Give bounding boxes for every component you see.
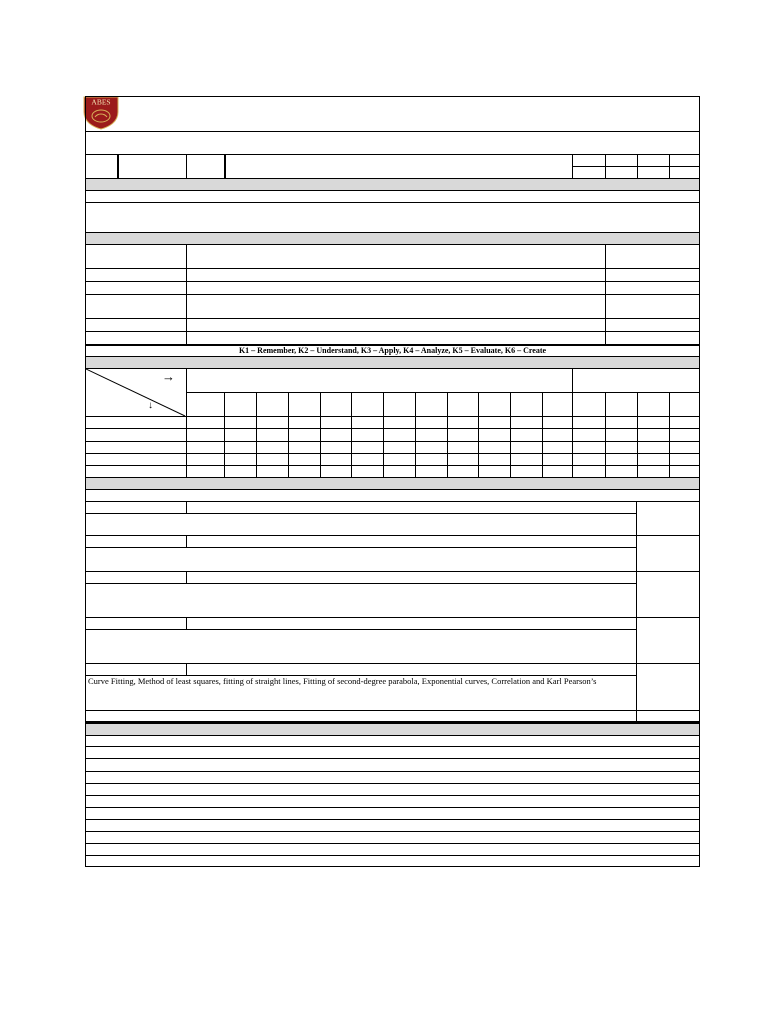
header-divider <box>86 131 699 132</box>
logo-text: ABES <box>91 97 111 107</box>
knowledge-levels-note: K1 – Remember, K2 – Understand, K3 – Apply, K4 – Analyze, K5 – Evaluate, K6 – Create <box>238 346 547 355</box>
course-file-form <box>85 96 700 867</box>
section-band-2 <box>86 232 699 245</box>
right-arrow-icon: → <box>162 369 175 384</box>
section-band-3 <box>86 356 699 369</box>
down-arrow-icon: ↓ <box>148 400 153 411</box>
section-band-1 <box>86 178 699 191</box>
course-row-top <box>86 154 699 155</box>
section-band-4 <box>86 477 699 490</box>
unit-5-content: Curve Fitting, Method of least squares, fitting of straight lines, Fitting of second-degree parabola, Exponential curves, Correlation and Karl Pearson’s <box>88 676 597 686</box>
section-band-5 <box>86 723 699 736</box>
